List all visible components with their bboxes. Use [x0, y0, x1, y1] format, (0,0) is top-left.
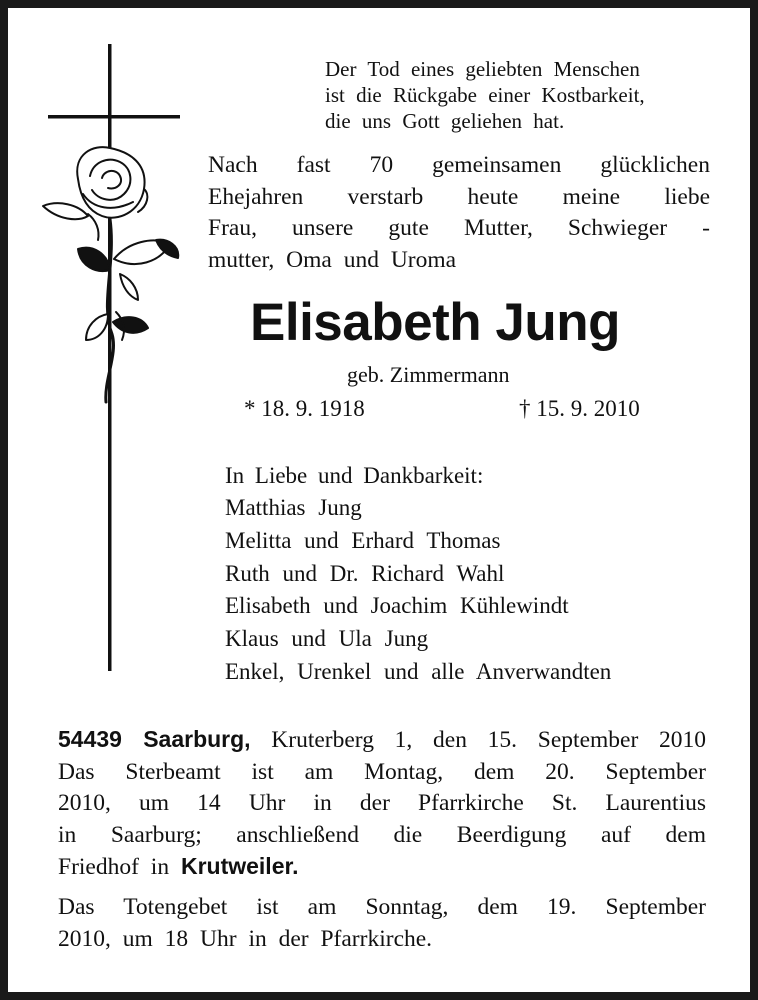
burial-place: Krutweiler. [180, 853, 299, 880]
quote-line: die uns Gott geliehen hat. [325, 109, 565, 133]
service-last-prefix: Friedhof in [58, 854, 170, 881]
mourner-name: Enkel, Urenkel und alle Anverwandten [225, 658, 612, 684]
service-line: Das Sterbeamt ist am Montag, dem 20. September [58, 758, 706, 785]
quote-line: Der Tod eines geliebten Menschen [325, 57, 640, 81]
address-line [58, 724, 706, 757]
service-line [58, 851, 706, 884]
address-city: 54439 Saarburg, [58, 726, 251, 752]
prayer-line: 2010, um 18 Uhr in der Pfarrkirche. [58, 925, 433, 952]
quote-block [325, 56, 645, 134]
prayer-line: Das Totengebet ist am Sonntag, dem 19. September [58, 893, 706, 920]
quote-line: ist die Rückgabe einer Kostbarkeit, [325, 83, 645, 107]
intro-text [208, 150, 710, 276]
birth-date: * 18. 9. 1918 [244, 396, 365, 421]
service-line: 2010, um 14 Uhr in der Pfarrkirche St. Laurentius [58, 790, 706, 817]
mourner-name: Klaus und Ula Jung [225, 626, 429, 652]
address-rest: Kruterberg 1, den 15. September 2010 [271, 727, 707, 753]
cross-with-rose-icon [38, 44, 188, 674]
cross-icon [48, 44, 180, 671]
intro-line: Frau, unsere gute Mutter, Schwieger - [208, 215, 710, 241]
mourner-name: Melitta und Erhard Thomas [225, 527, 501, 553]
mourner-name: Ruth und Dr. Richard Wahl [225, 560, 505, 586]
mourner-name: Elisabeth und Joachim Kühlewindt [225, 593, 569, 619]
mourners-list [225, 492, 611, 689]
service-line: in Saarburg; anschließend die Beerdigung auf dem [58, 821, 706, 848]
maiden-name: geb. Zimmermann [347, 362, 510, 387]
rose-icon [43, 147, 178, 402]
intro-line: mutter, Oma und Uroma [208, 246, 457, 273]
details-block [58, 724, 706, 955]
mourner-name: Matthias Jung [225, 495, 362, 520]
intro-line: Ehejahren verstarb heute meine liebe [208, 183, 710, 210]
mourners-heading: In Liebe und Dankbarkeit: [225, 463, 484, 488]
death-date: † 15. 9. 2010 [519, 396, 640, 421]
deceased-name: Elisabeth Jung [250, 293, 620, 352]
intro-line: Nach fast 70 gemeinsamen glücklichen [208, 152, 710, 178]
